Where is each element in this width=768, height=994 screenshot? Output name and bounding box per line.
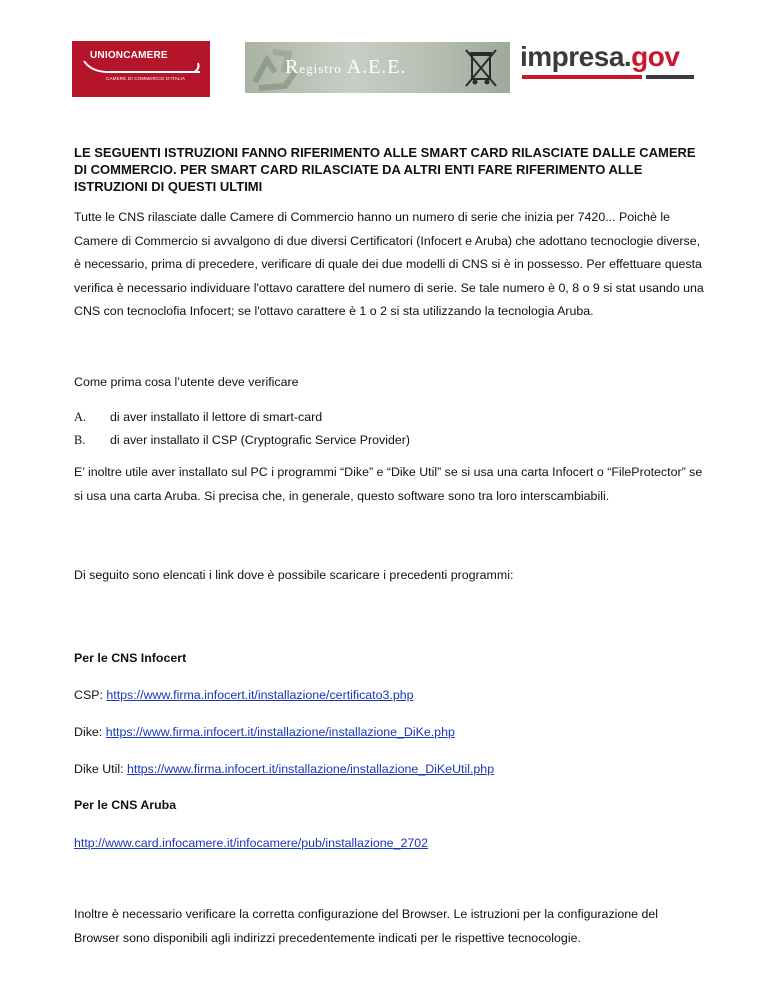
checklist-item: di aver installato il CSP (Cryptografic Service Provider) bbox=[110, 433, 411, 447]
registro-aee-logo bbox=[245, 42, 510, 93]
crossed-bin-icon bbox=[461, 46, 501, 90]
checklist-marker: B. bbox=[74, 433, 86, 447]
aruba-link-row bbox=[74, 836, 428, 851]
dike-link-row bbox=[74, 725, 455, 740]
page-heading: LE SEGUENTI ISTRUZIONI FANNO RIFERIMENTO ALLE SMART CARD RILASCIATE DALLE CAMERE DI COMMERCIO. PER SMART CARD RILASCIATE DA ALTRI ENTI FARE RIFERIMENTO ALLE ISTRUZIONI DI QUESTI ULTIMI bbox=[74, 145, 696, 194]
csp-link[interactable]: https://www.firma.infocert.it/installazione/certificato3.php bbox=[106, 688, 414, 702]
dike-util-link[interactable]: https://www.firma.infocert.it/installazione/installazione_DiKeUtil.php bbox=[127, 762, 495, 776]
links-intro: Di seguito sono elencati i link dove è possibile scaricare i precedenti programmi: bbox=[74, 568, 514, 582]
gov-text: gov bbox=[631, 41, 680, 72]
dike-util-link-row bbox=[74, 762, 494, 777]
intro-paragraph: Tutte le CNS rilasciate dalle Camere di Commercio hanno un numero di serie che inizia per 7420... Poichè le Camere di Commercio si avvalgono di due diversi Certificatori (Infocert e Aruba) che adottano tecnoclogie diverse, è necessario, prima di precedere, verificare di quale dei due modelli di CNS si è in possesso. Per effettuare questa verifica è necessario individuare l'ottavo carattere del numero di serie. Se tale numero è 0, 8 o 9 si stat usando una CNS con tecnoclofia Infocert; se l'ottavo carattere è 1 o 2 si sta utilizzando la tecnologia Aruba. bbox=[74, 210, 704, 318]
impresa-underline-icon bbox=[522, 75, 694, 79]
aruba-link[interactable]: http://www.card.infocamere.it/infocamere/pub/installazione_2702 bbox=[74, 836, 429, 850]
unioncamere-swoosh-icon bbox=[82, 59, 202, 75]
csp-label: CSP: bbox=[74, 688, 107, 702]
check-intro: Come prima cosa l’utente deve verificare bbox=[74, 375, 299, 389]
registro-aee-text: Registro A.E.E. bbox=[285, 56, 407, 78]
unioncamere-title: UNIONCAMERE bbox=[90, 50, 168, 61]
dike-util-label: Dike Util: bbox=[74, 762, 128, 776]
unioncamere-subtitle: CAMERE DI COMMERCIO D'ITALIA bbox=[106, 76, 186, 81]
infocert-section-title: Per le CNS Infocert bbox=[74, 651, 187, 665]
unioncamere-logo bbox=[72, 41, 210, 97]
checklist-marker: A. bbox=[74, 410, 87, 424]
dike-label: Dike: bbox=[74, 725, 106, 739]
programs-note: E’ inoltre utile aver installato sul PC i programmi “Dike” e “Dike Util” se si usa una carta Infocert o “FileProtector” se si usa una carta Aruba. Si precisa che, in generale, questo software sono tra loro interscambiabili. bbox=[74, 465, 703, 503]
dike-link[interactable]: https://www.firma.infocert.it/installazione/installazione_DiKe.php bbox=[105, 725, 455, 739]
impresa-gov-logo bbox=[520, 41, 679, 77]
csp-link-row bbox=[74, 688, 414, 703]
aruba-section-title: Per le CNS Aruba bbox=[74, 798, 177, 812]
impresa-text: impresa. bbox=[520, 41, 632, 72]
browser-note: Inoltre è necessario verificare la corretta configurazione del Browser. Le istruzioni per la configurazione del Browser sono disponibili agli indirizzi precedentemente indicati per le rispettive tecnocologie. bbox=[74, 907, 659, 945]
checklist-item: di aver installato il lettore di smart-card bbox=[110, 410, 323, 424]
